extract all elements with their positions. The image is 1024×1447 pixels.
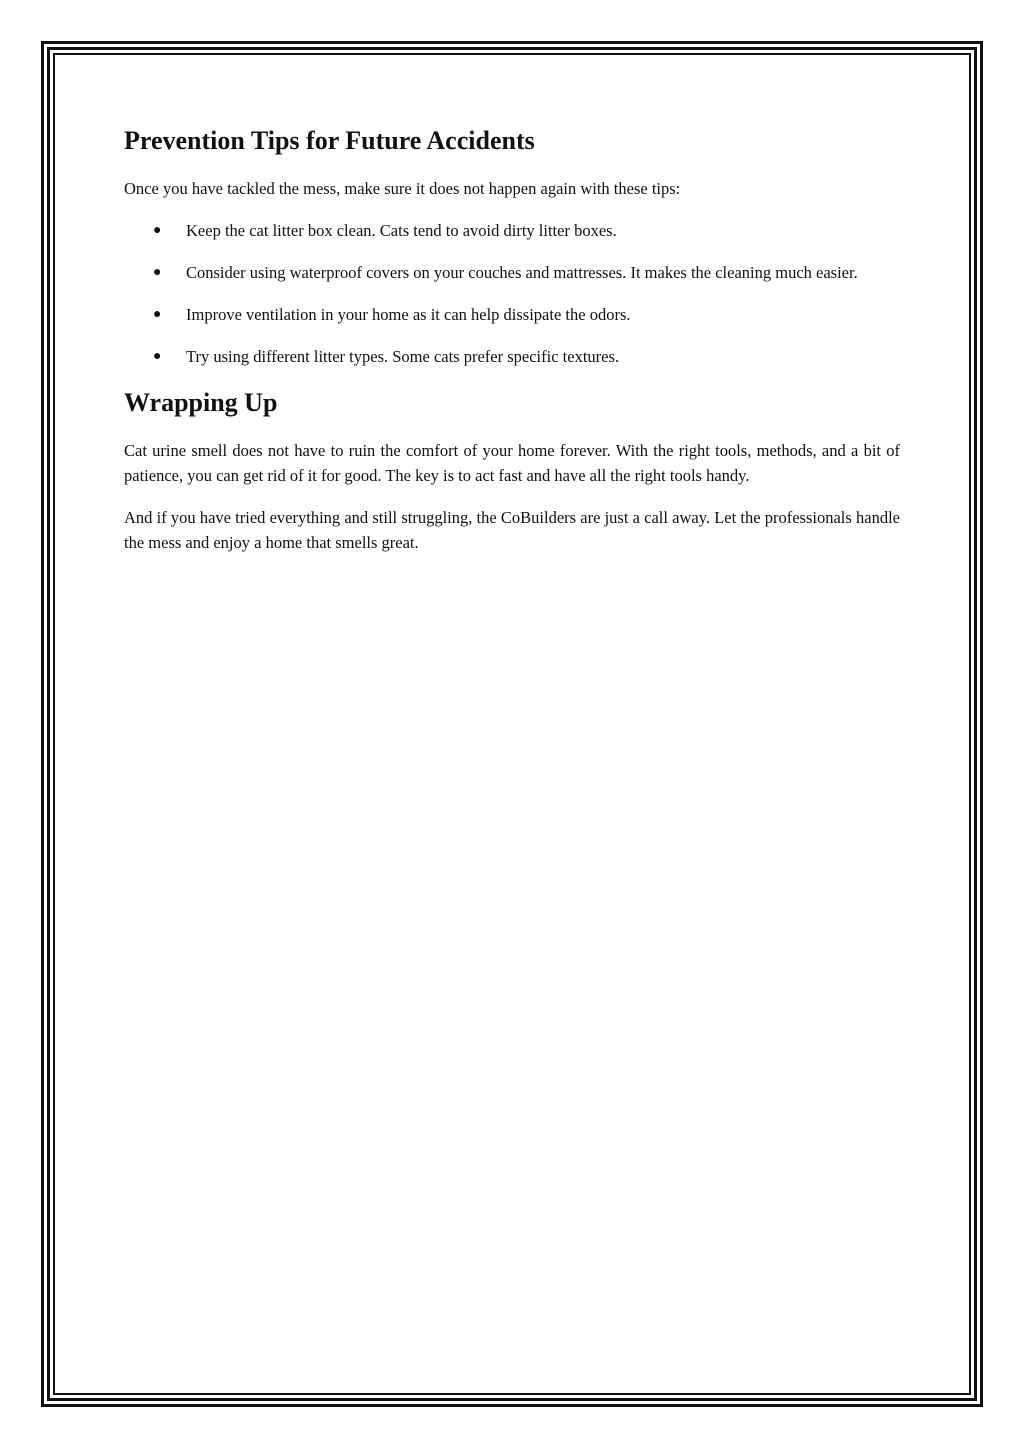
document-content — [124, 124, 900, 555]
prevention-intro-paragraph: Once you have tackled the mess, make sure it does not happen again with these tips: — [124, 179, 681, 198]
bullet-icon: ● — [153, 265, 162, 280]
wrapping-up-paragraph-1: Cat urine smell does not have to ruin the comfort of your home forever. With the right tools, methods, and a bit of patience, you can get rid of it for good. The key is to act fast and have all the right tools handy. — [124, 441, 900, 485]
bullet-icon: ● — [153, 223, 162, 238]
bullet-icon: ● — [153, 349, 162, 364]
list-item — [124, 218, 900, 243]
prevention-tips-list — [124, 218, 900, 369]
list-item-text: Keep the cat litter box clean. Cats tend to avoid dirty litter boxes. — [186, 221, 617, 240]
list-item — [124, 302, 900, 327]
list-item-text: Improve ventilation in your home as it can help dissipate the odors. — [186, 305, 631, 324]
list-item — [124, 344, 900, 369]
wrapping-up-paragraph-2: And if you have tried everything and still struggling, the CoBuilders are just a call away. Let the professionals handle the mess and enjoy a home that smells great. — [124, 508, 900, 552]
prevention-tips-heading: Prevention Tips for Future Accidents — [124, 126, 535, 155]
list-item-text: Try using different litter types. Some cats prefer specific textures. — [186, 347, 620, 366]
wrapping-up-heading: Wrapping Up — [124, 388, 278, 417]
bullet-icon: ● — [153, 307, 162, 322]
list-item-text: Consider using waterproof covers on your couches and mattresses. It makes the cleaning much easier. — [186, 263, 858, 282]
list-item — [124, 260, 900, 285]
